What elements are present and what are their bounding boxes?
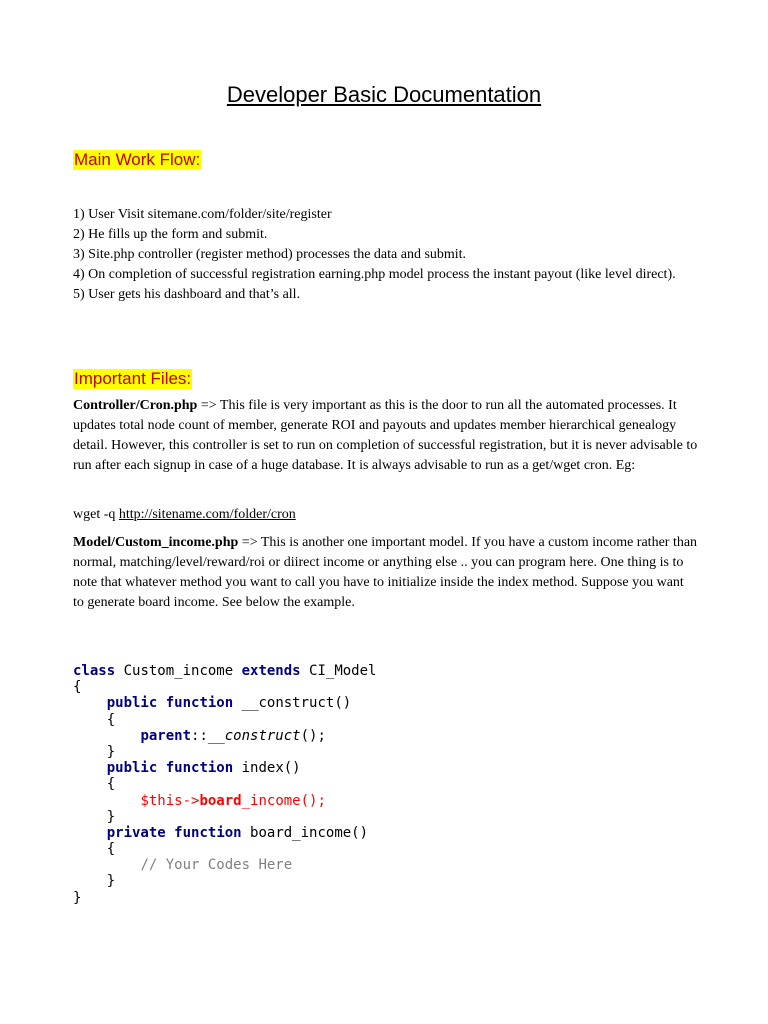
document-title: Developer Basic Documentation bbox=[226, 82, 542, 107]
model-file-name: Model/Custom_income.php bbox=[73, 535, 239, 550]
list-item: 2) He fills up the form and submit. bbox=[73, 227, 268, 242]
code-comment: // Your Codes Here bbox=[140, 857, 293, 874]
code-line: { bbox=[106, 711, 116, 728]
code-line: class Custom_income extends CI_Model bbox=[73, 663, 377, 679]
heading-main-work-flow: Main Work Flow: bbox=[74, 150, 201, 169]
code-block bbox=[73, 663, 693, 906]
code-line: { bbox=[106, 841, 116, 858]
code-line: public function index() bbox=[106, 760, 301, 777]
workflow-list bbox=[73, 205, 698, 305]
code-line bbox=[73, 857, 693, 873]
code-line: $this->board_income(); bbox=[140, 792, 326, 809]
code-line: { bbox=[73, 679, 82, 696]
code-line: public function __construct() bbox=[106, 695, 352, 712]
cron-paragraph bbox=[73, 396, 698, 476]
list-item: 1) User Visit sitemane.com/folder/site/register bbox=[73, 207, 332, 222]
list-item: 3) Site.php controller (register method) processes the data and submit. bbox=[73, 247, 467, 262]
cron-url-link[interactable]: http://sitename.com/folder/cron bbox=[118, 507, 296, 522]
cron-description: This file is very important as this is the door to run all the automated processes. It updates total node count of member, generate ROI and payouts and updates member hierarchical genealogy detail. However, this controller is set to run on completion of successful registration, but it is never advisable to run after each signup in case of a huge database. It is always advisable to run as a get/wget cron. Eg: bbox=[73, 398, 698, 473]
list-item: 4) On completion of successful registration earning.php model process the instant payout (like level direct). bbox=[73, 267, 676, 282]
cron-file-name: Controller/Cron.php bbox=[73, 398, 198, 413]
code-line: } bbox=[106, 808, 116, 825]
code-line: { bbox=[106, 776, 116, 793]
heading-important-files: Important Files: bbox=[74, 369, 192, 388]
code-line: parent::__construct(); bbox=[140, 727, 326, 744]
model-paragraph bbox=[73, 533, 698, 613]
wget-command: wget -q bbox=[73, 507, 119, 522]
wget-paragraph bbox=[73, 505, 698, 525]
code-line: } bbox=[73, 889, 82, 906]
code-line: private function board_income() bbox=[106, 824, 369, 841]
code-line: } bbox=[106, 873, 116, 890]
code-line: } bbox=[106, 743, 116, 760]
model-description: This is another one important model. If you have a custom income rather than normal, matching/level/reward/roi or diirect income or anything else .. you can program here. One thing is to note that whatever method you want to call you have to initialize inside the index method. Suppose you want to generate board income. See below the example. bbox=[73, 535, 698, 610]
list-item: 5) User gets his dashboard and that’s all. bbox=[73, 287, 301, 302]
arrow: => bbox=[238, 535, 261, 550]
arrow: => bbox=[197, 398, 220, 413]
